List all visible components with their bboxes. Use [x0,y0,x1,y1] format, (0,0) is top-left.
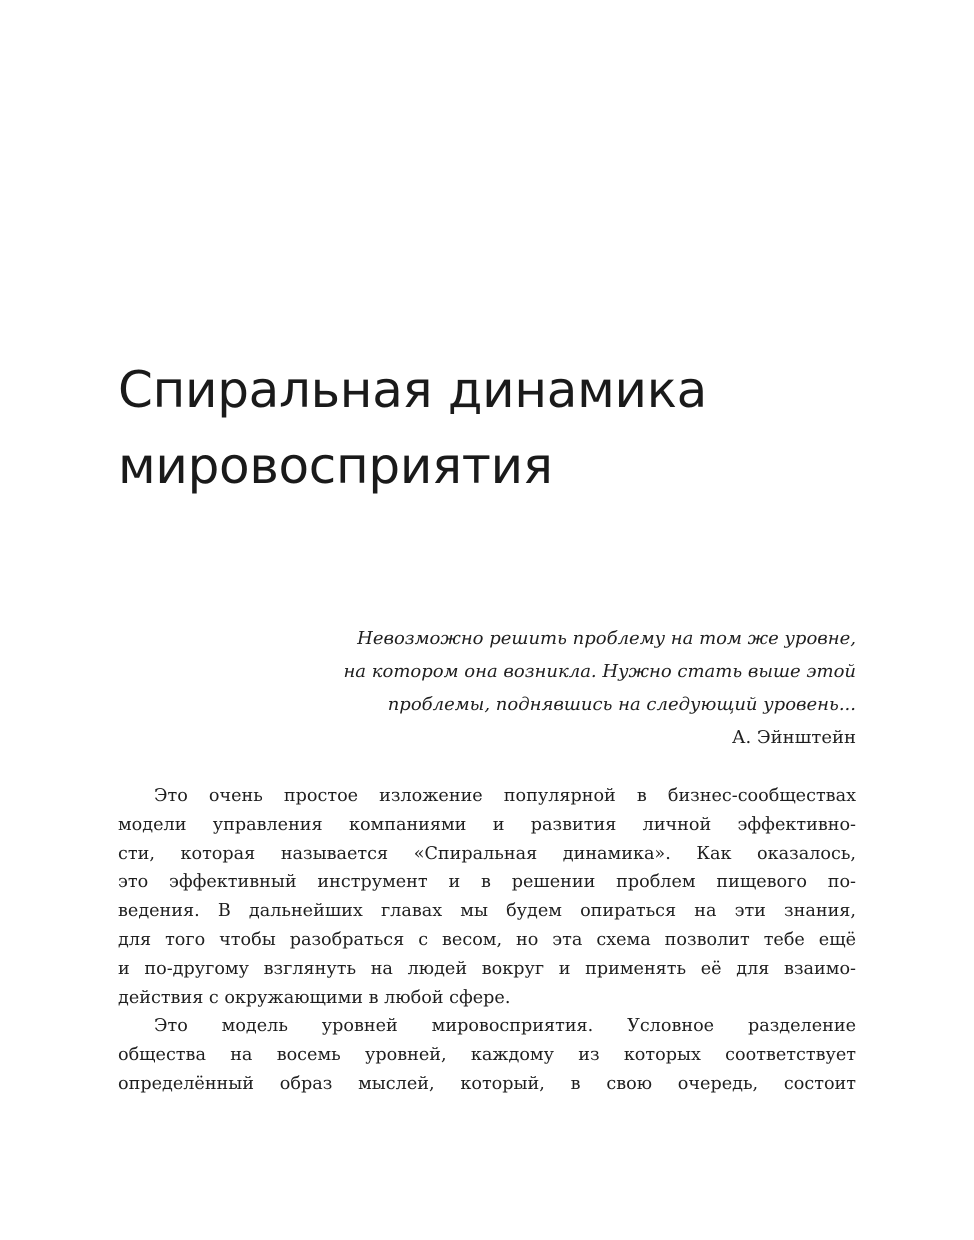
paragraph-1 [118,782,856,1012]
text-line: определённый образ мыслей, который, в свою очередь, состоит [118,1073,856,1094]
text-line: действия с окружающими в любой сфере. [118,987,511,1008]
epigraph [296,622,856,754]
text-line: это эффективный инструмент и в решении проблем пищевого по- [118,872,856,893]
chapter-title-line: мировосприятия [118,437,553,495]
chapter-title-line: Спиральная динамика [118,361,707,419]
text-line: общества на восемь уровней, каждому из которых соответствует [118,1045,856,1066]
text-line: Это очень простое изложение популярной в бизнес-сообществах [154,786,856,806]
paragraph-2 [118,1012,856,1098]
chapter-title [118,352,878,504]
text-line: сти, которая называется «Спиральная динамика». Как оказалось, [118,843,856,864]
epigraph-line: Невозможно решить проблему на том же уровне, [357,628,856,649]
text-line: для того чтобы разобраться с весом, но эта схема позволит тебе ещё [118,929,856,950]
text-line: ведения. В дальнейших главах мы будем опираться на эти знания, [118,901,856,922]
epigraph-line: проблемы, поднявшись на следующий уровень... [387,694,856,715]
body-text [118,782,856,1099]
text-line: Это модель уровней мировосприятия. Условное разделение [154,1016,856,1037]
epigraph-author: А. Эйнштейн [731,727,856,748]
text-line: и по-другому взглянуть на людей вокруг и применять её для взаимо- [118,958,856,979]
epigraph-line: на котором она возникла. Нужно стать выше этой [343,661,856,682]
text-line: модели управления компаниями и развития личной эффективно- [118,814,856,835]
